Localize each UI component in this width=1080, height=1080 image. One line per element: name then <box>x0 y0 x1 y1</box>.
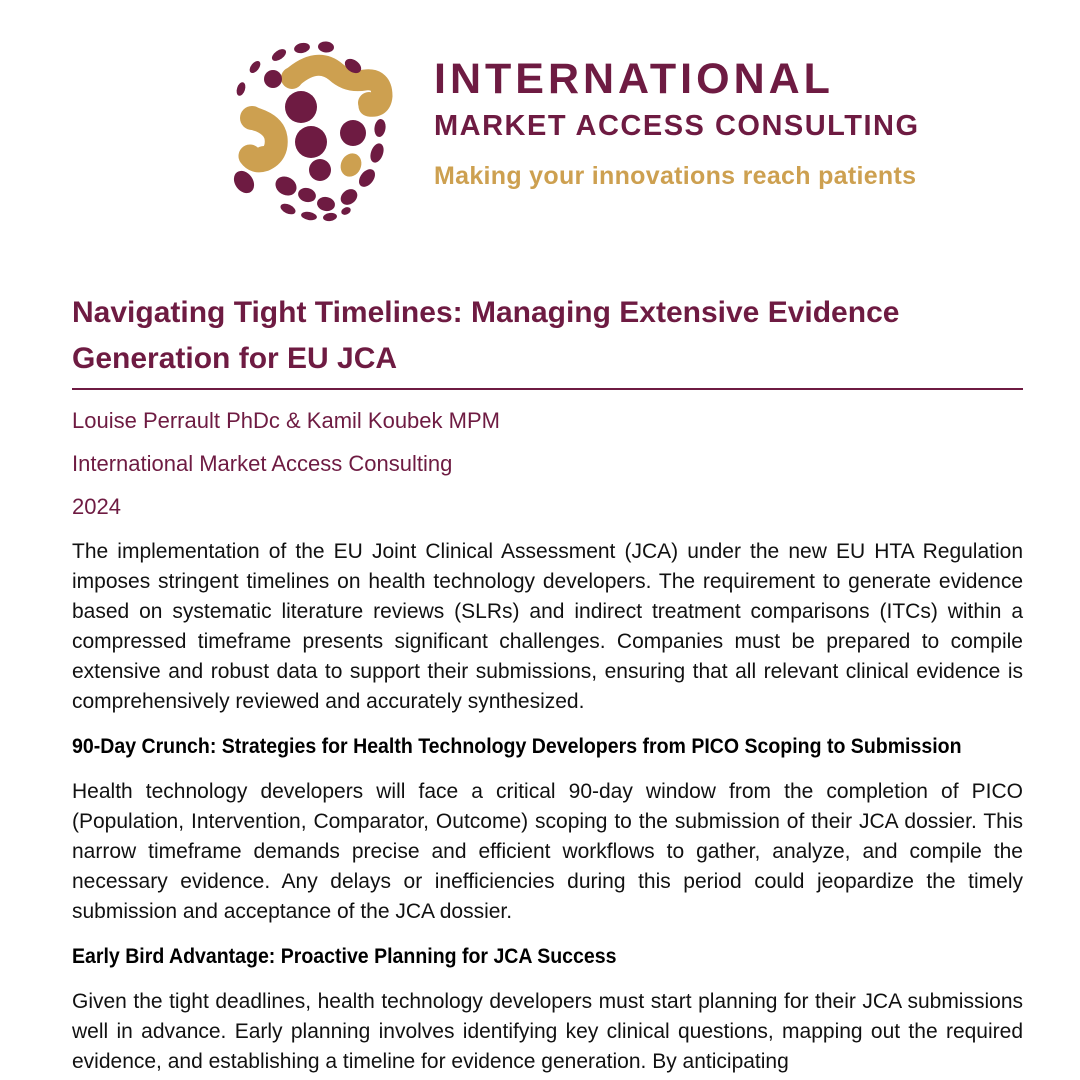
logo-name-line2: MARKET ACCESS CONSULTING <box>434 110 920 142</box>
imac-globe-logo-icon <box>222 36 418 224</box>
paragraph-intro: The implementation of the EU Joint Clinical Assessment (JCA) under the new EU HTA Regulation imposes stringent timelines on health technology developers. The requirement to generate evidence based on systematic literature reviews (SLRs) and indirect treatment comparisons (ITCs) within a compressed timeframe presents significant challenges. Companies must be prepared to compile extensive and robust data to support their submissions, ensuring that all relevant clinical evidence is comprehensively reviewed and accurately synthesized. <box>72 540 1023 713</box>
byline-organization: International Market Access Consulting <box>72 451 453 476</box>
logo-name-line1: INTERNATIONAL <box>434 55 834 103</box>
logo-header <box>0 36 1080 224</box>
logo-wordmark <box>434 36 920 190</box>
article-title: Navigating Tight Timelines: Managing Extensive Evidence Generation for EU JCA <box>72 290 1023 390</box>
byline <box>72 408 1023 520</box>
article <box>0 290 1080 1077</box>
logo-tagline: Making your innovations reach patients <box>434 162 917 190</box>
paragraph-early-planning: Given the tight deadlines, health technology developers must start planning for their JCA submissions well in advance. Early planning involves identifying key clinical questions, mapping out the required evidence, and establishing a timeline for evidence generation. By anticipating <box>72 990 1023 1073</box>
subheading-90-day-crunch: 90-Day Crunch: Strategies for Health Technology Developers from PICO Scoping to Submission <box>72 735 962 758</box>
byline-year: 2024 <box>72 494 121 519</box>
byline-authors: Louise Perrault PhDc & Kamil Koubek MPM <box>72 408 500 433</box>
paragraph-90-day: Health technology developers will face a critical 90-day window from the completion of PICO (Population, Intervention, Comparator, Outcome) scoping to the submission of their JCA dossier. This narrow timeframe demands precise and efficient workflows to gather, analyze, and compile the necessary evidence. Any delays or inefficiencies during this period could jeopardize the timely submission and acceptance of the JCA dossier. <box>72 780 1023 923</box>
article-body <box>72 537 1023 1077</box>
subheading-early-bird: Early Bird Advantage: Proactive Planning for JCA Success <box>72 945 617 968</box>
